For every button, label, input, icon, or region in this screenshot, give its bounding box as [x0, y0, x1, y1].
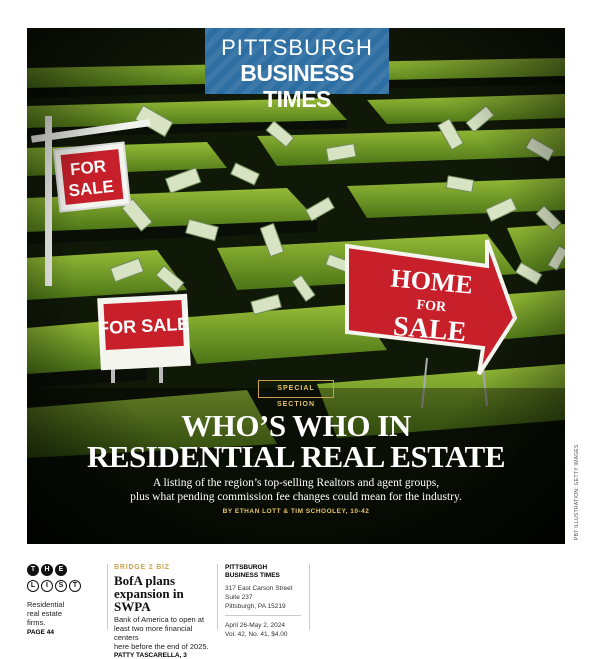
logo-letter: T: [27, 564, 39, 576]
bridge-body-line: here before the end of 2025.: [114, 642, 209, 651]
bridge-byline: PATTY TASCARELLA, 3: [114, 652, 187, 659]
bridge-headline: [114, 574, 214, 613]
deck-line-2: plus what pending commission fee changes could mean for the industry.: [130, 491, 462, 503]
logo-letter: I: [41, 580, 53, 592]
photo-credit-text: PBT ILLUSTRATION; GETTY IMAGES: [574, 444, 580, 540]
address-line: Suite 237: [225, 594, 253, 601]
masthead-city: PITTSBURGH: [221, 35, 373, 60]
logo-letter: H: [41, 564, 53, 576]
the-list-teaser[interactable]: [27, 564, 107, 636]
pub-name-line: PITTSBURGH: [225, 564, 268, 571]
divider: [309, 564, 310, 630]
list-text-line: real estate: [27, 609, 63, 618]
cover-byline: BY ETHAN LOTT & TIM SCHOOLEY, 10-42: [222, 508, 370, 515]
issue-info: [225, 621, 305, 639]
logo-letter: T: [69, 580, 81, 592]
cover-illustration: [27, 28, 565, 544]
list-teaser-text: [27, 600, 107, 627]
publication-name: [225, 564, 305, 580]
masthead-title: BUSINESS TIMES: [240, 60, 354, 112]
cover-headline[interactable]: [27, 410, 565, 472]
bottom-strip: [27, 560, 565, 659]
divider: [225, 615, 301, 616]
bridge-body-line: least two more financial centers: [114, 624, 193, 642]
issue-date: April 26-May 2, 2024: [225, 622, 285, 629]
photo-credit: [566, 440, 580, 540]
section-label: SPECIAL SECTION: [258, 380, 334, 398]
bridge-kicker: BRIDGE 2 BIZ: [114, 564, 170, 571]
divider: [107, 564, 108, 630]
publication-address: [225, 584, 305, 611]
the-list-logo: [27, 564, 107, 600]
bridge-headline-line: expansion in SWPA: [114, 586, 184, 614]
pub-name-line: BUSINESS TIMES: [225, 572, 280, 579]
bridge-body-line: Bank of America to open at: [114, 615, 205, 624]
list-page-ref: PAGE 44: [27, 629, 54, 636]
masthead[interactable]: [205, 28, 389, 112]
address-line: 317 East Carson Street: [225, 585, 293, 592]
bridge-teaser[interactable]: [114, 564, 214, 659]
headline-line-2: RESIDENTIAL REAL ESTATE: [86, 439, 506, 474]
list-text-line: Residential: [27, 600, 65, 609]
headline-line-1: WHO’S WHO IN: [181, 408, 411, 443]
cover-deck: [87, 476, 505, 504]
publication-info: [225, 564, 305, 639]
divider: [217, 564, 218, 630]
logo-letter: L: [27, 580, 39, 592]
bridge-body: [114, 615, 214, 651]
logo-letter: S: [55, 580, 67, 592]
bridge-headline-line: BofA plans: [114, 573, 176, 588]
deck-line-1: A listing of the region’s top-selling Realtors and agent groups,: [152, 477, 440, 489]
address-line: Pittsburgh, PA 15219: [225, 603, 286, 610]
list-text-line: firms.: [27, 618, 46, 627]
logo-letter: E: [55, 564, 67, 576]
issue-volume: Vol. 42, No. 41, $4.00: [225, 631, 288, 638]
